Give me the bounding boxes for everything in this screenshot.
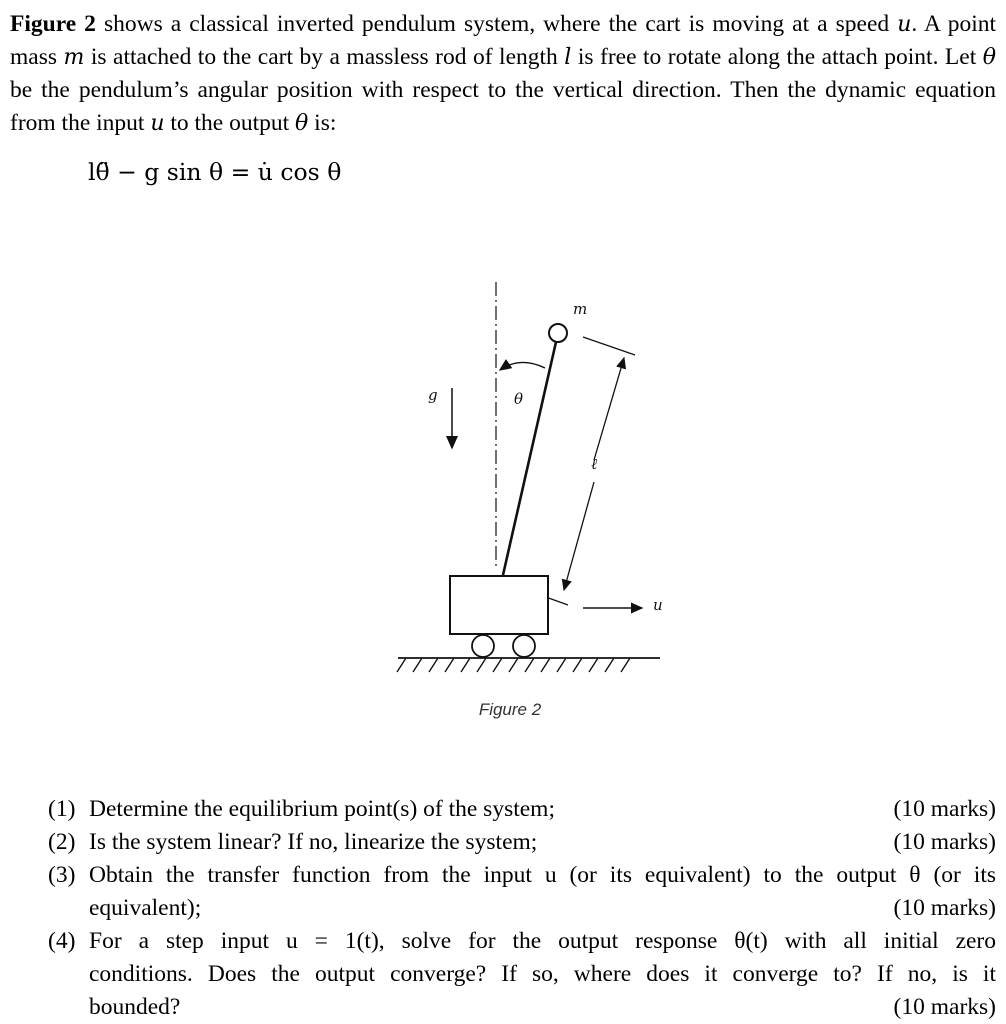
length-tick-top bbox=[583, 337, 635, 355]
label-gravity: g bbox=[428, 386, 438, 404]
cart bbox=[450, 576, 548, 634]
figure-caption: Figure 2 bbox=[478, 700, 542, 719]
question-number: (4) bbox=[48, 928, 76, 954]
label-input-u: u bbox=[653, 596, 663, 614]
question-marks: (10 marks) bbox=[893, 796, 996, 822]
question-text-line: bounded? bbox=[89, 994, 181, 1020]
theta-arc bbox=[500, 362, 545, 370]
pendulum-rod bbox=[503, 342, 556, 575]
wheel-right bbox=[513, 635, 535, 657]
question-1 bbox=[48, 793, 996, 826]
question-number: (3) bbox=[48, 862, 76, 888]
length-arrow-down bbox=[564, 482, 594, 590]
pendulum-diagram bbox=[380, 270, 680, 690]
question-text-line: Obtain the transfer function from the input u (or its equivalent) to the output θ (or its bbox=[89, 862, 996, 888]
question-3 bbox=[48, 859, 996, 925]
question-4 bbox=[48, 925, 996, 1024]
question-text-line: equivalent); bbox=[89, 895, 202, 921]
question-text: Determine the equilibrium point(s) of the system; bbox=[89, 796, 555, 822]
point-mass bbox=[549, 324, 567, 342]
question-number: (1) bbox=[48, 796, 76, 822]
question-marks: (10 marks) bbox=[893, 829, 996, 855]
question-number: (2) bbox=[48, 829, 76, 855]
question-list bbox=[48, 793, 996, 1024]
label-mass: m bbox=[573, 300, 588, 318]
question-text: Is the system linear? If no, linearize the system; bbox=[89, 829, 538, 855]
question-text-line: For a step input u = 1(t), solve for the output response θ(t) with all initial zero bbox=[89, 928, 996, 954]
question-marks: (10 marks) bbox=[893, 994, 996, 1020]
wheel-left bbox=[472, 635, 494, 657]
figure-ref: Figure 2 bbox=[10, 11, 96, 37]
label-theta: θ bbox=[514, 390, 524, 408]
question-2 bbox=[48, 826, 996, 859]
ground-hatching bbox=[397, 658, 630, 672]
pendulum-figure bbox=[380, 270, 680, 730]
dynamic-equation: lθ̈ − g sin θ = u̇ cos θ bbox=[88, 158, 342, 186]
question-marks: (10 marks) bbox=[893, 895, 996, 921]
length-arrow-up bbox=[594, 358, 624, 460]
question-text-line: conditions. Does the output converge? If so, where does it converge to? If no, is it bbox=[89, 961, 996, 987]
problem-intro: Figure 2 shows a classical inverted pendulum system, where the cart is moving at a speed u. A point mass m is attached to the cart by a massless rod of length l is free to rotate along the attach point. Let θ be the pendulum’s angular position with respect to the vertical direction. Then the dynamic equation from the input u to the output θ is: bbox=[10, 11, 997, 136]
label-length: ℓ bbox=[591, 455, 598, 473]
